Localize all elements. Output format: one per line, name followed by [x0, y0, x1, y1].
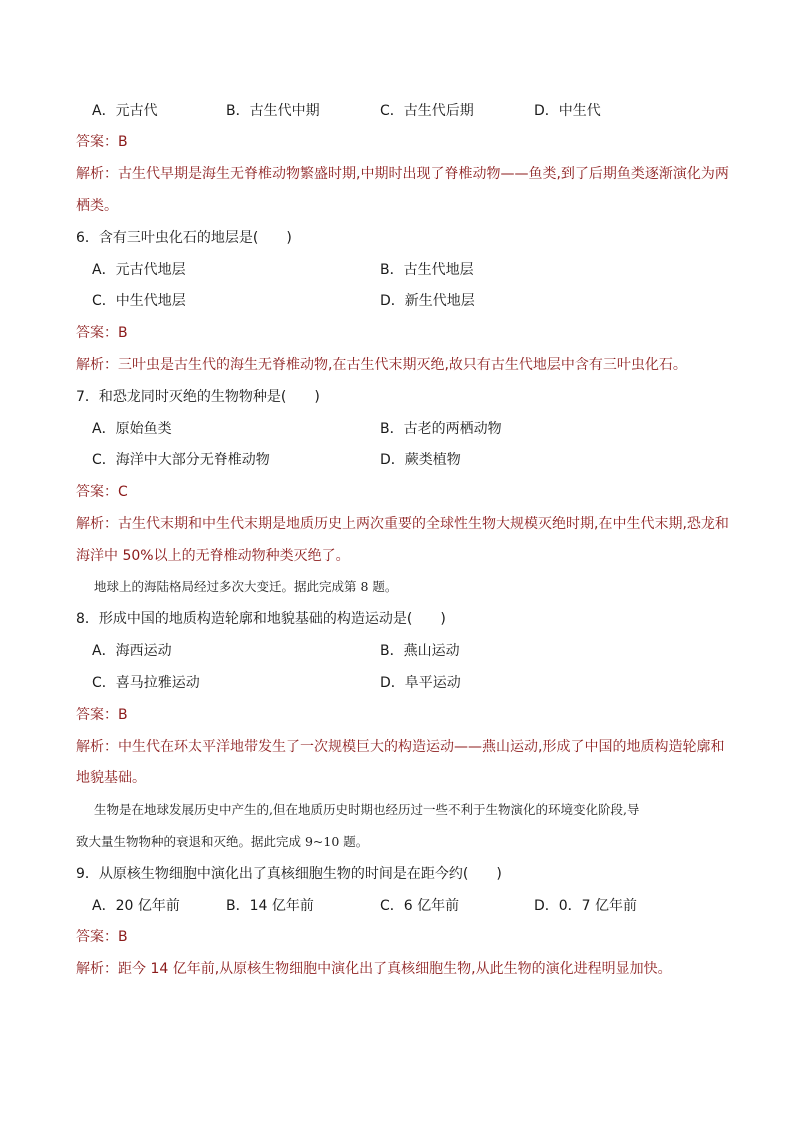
q6-stem: 6．含有三叶虫化石的地层是( ): [76, 230, 292, 246]
q9-option-a: A．20 亿年前: [92, 898, 180, 914]
q5-option-d: D．中生代: [534, 103, 601, 119]
q8-explanation-line2: 地貌基础。: [76, 770, 146, 786]
q9-stem: 9．从原核生物细胞中演化出了真核细胞生物的时间是在距今约( ): [76, 866, 502, 882]
q8-answer: 答案：B: [76, 707, 128, 723]
q7-option-c: C．海洋中大部分无脊椎动物: [92, 452, 270, 468]
q7-option-d: D．蕨类植物: [380, 452, 461, 468]
q9-answer: 答案：B: [76, 929, 128, 945]
q6-option-b: B．古生代地层: [380, 262, 474, 278]
q6-explanation-line1: 解析：三叶虫是古生代的海生无脊椎动物,在古生代末期灭绝,故只有古生代地层中含有三叶虫化石。: [76, 357, 687, 373]
q8-option-a: A．海西运动: [92, 643, 172, 659]
material-intro-q9-line2: 致大量生物物种的衰退和灭绝。据此完成 9~10 题。: [76, 834, 369, 849]
q7-answer: 答案：C: [76, 484, 128, 500]
q7-explanation-line1: 解析：古生代末期和中生代末期是地质历史上两次重要的全球性生物大规模灭绝时期,在中生代末期,恐龙和: [76, 516, 729, 532]
q9-explanation-line1: 解析：距今 14 亿年前,从原核生物细胞中演化出了真核细胞生物,从此生物的演化进程明显加快。: [76, 961, 672, 977]
material-intro-q9-line1: 生物是在地球发展历史中产生的,但在地质历史时期也经历过一些不利于生物演化的环境变化阶段,导: [94, 802, 640, 817]
q7-explanation-line2: 海洋中 50%以上的无脊椎动物种类灭绝了。: [76, 548, 350, 564]
q8-option-d: D．阜平运动: [380, 675, 461, 691]
q8-option-b: B．燕山运动: [380, 643, 460, 659]
q8-stem: 8．形成中国的地质构造轮廓和地貌基础的构造运动是( ): [76, 611, 446, 627]
q5-explanation-line2: 栖类。: [76, 198, 118, 214]
q8-option-c: C．喜马拉雅运动: [92, 675, 200, 691]
q5-option-c: C．古生代后期: [380, 103, 474, 119]
q8-explanation-line1: 解析：中生代在环太平洋地带发生了一次规模巨大的构造运动——燕山运动,形成了中国的地质构造轮廓和: [76, 739, 725, 755]
q5-option-a: A．元古代: [92, 103, 158, 119]
q9-option-b: B．14 亿年前: [226, 898, 314, 914]
q7-option-b: B．古老的两栖动物: [380, 421, 502, 437]
q7-option-a: A．原始鱼类: [92, 421, 172, 437]
q5-explanation-line1: 解析：古生代早期是海生无脊椎动物繁盛时期,中期时出现了脊椎动物——鱼类,到了后期鱼类逐渐演化为两: [76, 166, 729, 182]
q6-option-d: D．新生代地层: [380, 293, 475, 309]
q6-option-c: C．中生代地层: [92, 293, 186, 309]
q9-option-d: D．0．7 亿年前: [534, 898, 638, 914]
q7-stem: 7．和恐龙同时灭绝的生物物种是( ): [76, 389, 320, 405]
material-intro-q8: 地球上的海陆格局经过多次大变迁。据此完成第 8 题。: [94, 579, 398, 594]
q5-option-b: B．古生代中期: [226, 103, 320, 119]
q6-answer: 答案：B: [76, 325, 128, 341]
q5-answer: 答案：B: [76, 134, 128, 150]
q6-option-a: A．元古代地层: [92, 262, 186, 278]
q9-option-c: C．6 亿年前: [380, 898, 460, 914]
